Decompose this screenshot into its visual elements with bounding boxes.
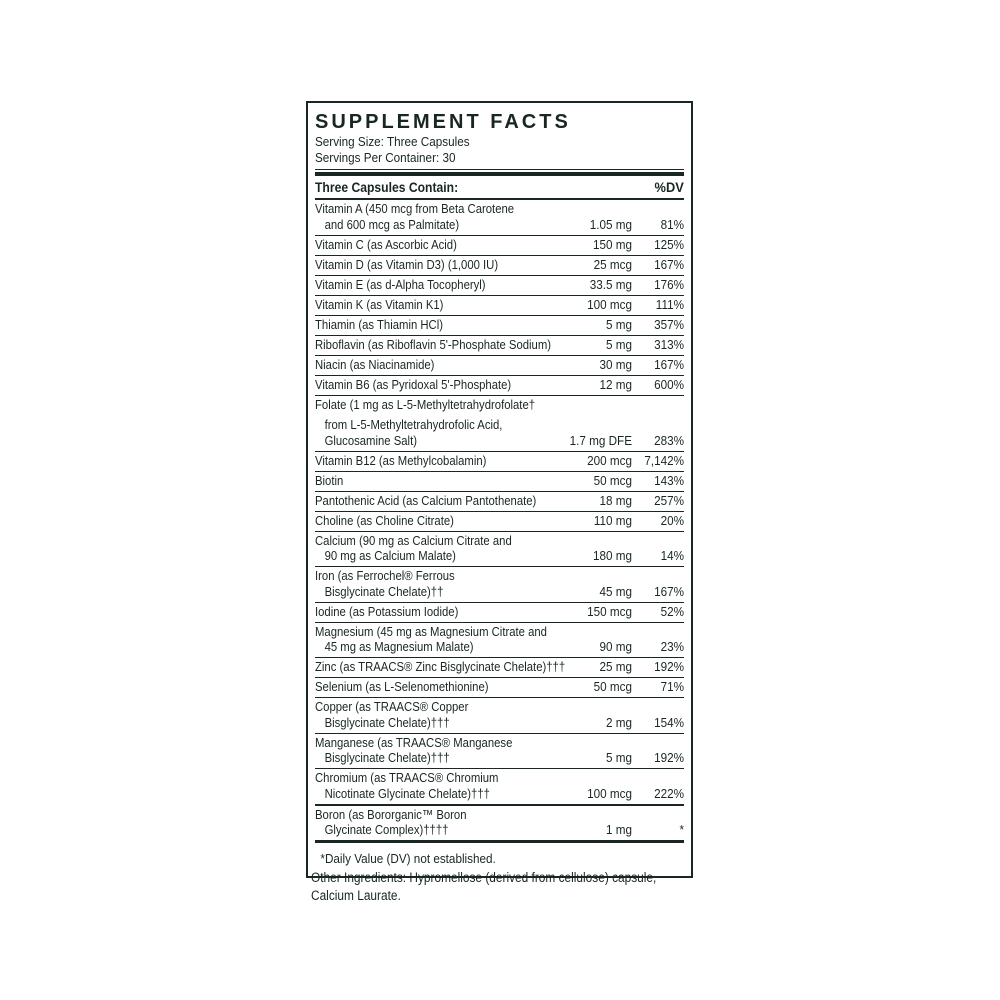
ingredient-dv: 154%: [654, 714, 684, 730]
serving-size: Serving Size: Three Capsules: [315, 134, 470, 149]
table-row: [315, 355, 684, 375]
ingredient-dv: 257%: [654, 492, 684, 508]
ingredient-name-line: Bisglycinate Chelate)†††: [324, 714, 450, 730]
ingredient-name-line: Pantothenic Acid (as Calcium Pantothenate): [315, 492, 537, 508]
table-header: [315, 176, 684, 200]
ingredient-name: [315, 376, 512, 393]
ingredient-dv: 222%: [654, 785, 684, 801]
servings-per-container: Servings Per Container: 30: [315, 150, 456, 165]
ingredient-name: [315, 734, 513, 766]
ingredient-name: [315, 492, 537, 509]
ingredient-amount: 100 mcg: [587, 785, 632, 801]
table-row: [315, 255, 684, 275]
ingredient-dv: 167%: [654, 356, 684, 372]
ingredient-name: [315, 659, 566, 675]
ingredient-amount: 5 mg: [605, 336, 632, 352]
ingredient-name-line: 45 mg as Magnesium Malate): [324, 639, 474, 654]
ingredient-name-line: Calcium (90 mg as Calcium Citrate and: [315, 532, 512, 548]
ingredient-name: [315, 297, 508, 313]
ingredient-name: [315, 317, 508, 333]
ingredient-name-line: Vitamin E (as d-Alpha Tocopheryl): [315, 276, 486, 292]
ingredient-dv: 283%: [654, 432, 684, 448]
ingredient-name: [315, 473, 508, 489]
ingredient-dv: 167%: [654, 256, 684, 272]
ingredient-amount: 33.5 mg: [589, 276, 632, 292]
ingredient-dv: 313%: [654, 336, 684, 352]
ingredient-dv: *: [679, 822, 684, 837]
ingredient-name: [315, 604, 508, 620]
ingredient-name-line: Iron (as Ferrochel® Ferrous: [315, 568, 455, 583]
table-row: [315, 200, 684, 235]
ingredient-name-line: Copper (as TRAACS® Copper: [315, 699, 469, 714]
ingredient-amount: 50 mcg: [593, 679, 632, 694]
ingredient-rows: [315, 200, 684, 840]
table-row: [315, 677, 684, 697]
ingredient-amount: 12 mg: [599, 376, 632, 392]
ingredient-name-line: Vitamin A (450 mcg from Beta Carotene: [315, 201, 515, 216]
ingredient-amount: 2 mg: [605, 714, 632, 730]
ingredient-name: [315, 679, 508, 695]
ingredient-dv: 23%: [660, 639, 684, 654]
table-row: [315, 622, 684, 658]
ingredient-name-line: Vitamin B6 (as Pyridoxal 5'-Phosphate): [315, 376, 512, 392]
ingredient-name: [315, 357, 508, 373]
ingredient-dv: 71%: [660, 679, 684, 694]
ingredient-dv: 600%: [654, 376, 684, 392]
table-row: [315, 566, 684, 602]
column-header-ingredients: Three Capsules Contain:: [315, 180, 459, 195]
ingredient-amount: 45 mg: [599, 583, 632, 599]
ingredient-name-line: Chromium (as TRAACS® Chromium: [315, 770, 499, 785]
ingredient-amount: 5 mg: [605, 316, 632, 332]
table-row: [315, 451, 684, 471]
ingredient-name: [315, 336, 552, 353]
ingredient-name-line: 90 mg as Calcium Malate): [324, 548, 456, 563]
ingredient-name: [315, 623, 547, 655]
ingredient-name-line: Glucosamine Salt): [324, 432, 417, 448]
ingredient-amount: 5 mg: [605, 750, 632, 765]
table-row: [315, 335, 684, 355]
ingredient-amount: 25 mg: [599, 659, 632, 674]
ingredient-name-line: Vitamin B12 (as Methylcobalamin): [315, 452, 487, 468]
ingredient-name-line: Manganese (as TRAACS® Manganese: [315, 734, 513, 750]
ingredient-dv: 192%: [654, 659, 684, 674]
ingredient-name-line: Thiamin (as Thiamin HCl): [315, 316, 444, 332]
ingredient-name: [315, 513, 508, 529]
panel-title: SUPPLEMENT FACTS: [315, 111, 571, 133]
ingredient-name: [315, 257, 508, 273]
ingredient-name: [315, 453, 508, 469]
table-row: [315, 602, 684, 622]
ingredient-amount: 200 mcg: [587, 452, 632, 468]
ingredient-name-line: Bisglycinate Chelate)†††: [324, 750, 450, 765]
ingredient-name-line: and 600 mcg as Palmitate): [324, 216, 460, 232]
ingredient-amount: 150 mcg: [587, 603, 632, 619]
supplement-facts-panel: [306, 101, 693, 878]
ingredient-dv: 167%: [654, 583, 684, 599]
table-row: [315, 375, 684, 395]
ingredient-dv: 192%: [654, 750, 684, 765]
ingredient-name: [315, 699, 508, 730]
table-row: [315, 733, 684, 769]
other-ingredients-line: Calcium Laurate.: [311, 888, 401, 903]
ingredient-dv: 176%: [654, 276, 684, 292]
ingredient-name: [315, 201, 515, 232]
table-row: [315, 768, 684, 804]
table-row: [315, 315, 684, 335]
ingredient-dv: 7,142%: [644, 452, 684, 468]
ingredient-name-line: Vitamin C (as Ascorbic Acid): [315, 236, 457, 252]
table-row: [315, 295, 684, 315]
ingredient-name-line: Folate (1 mg as L-5-Methyltetrahydrofolate†: [315, 396, 536, 412]
ingredient-name-line: Niacin (as Niacinamide): [315, 356, 435, 372]
column-header-dv: %DV: [654, 180, 684, 195]
table-row: [315, 697, 684, 733]
ingredient-dv: 125%: [654, 236, 684, 252]
ingredient-name-line: Boron (as Bororganic™ Boron: [315, 806, 467, 822]
ingredient-amount: 1.05 mg: [589, 216, 632, 232]
ingredient-name-line: Vitamin D (as Vitamin D3) (1,000 IU): [315, 256, 499, 272]
table-row: [315, 275, 684, 295]
ingredient-amount: 50 mcg: [593, 472, 632, 488]
ingredient-amount: 180 mg: [592, 548, 632, 563]
ingredient-name: [315, 770, 508, 801]
ingredient-name-line: Bisglycinate Chelate)††: [324, 583, 444, 599]
table-row: [315, 235, 684, 255]
ingredient-dv: 143%: [654, 472, 684, 488]
ingredient-dv: 357%: [654, 316, 684, 332]
ingredient-amount: 110 mg: [593, 512, 632, 528]
table-row: [315, 471, 684, 491]
ingredient-dv: 20%: [660, 512, 684, 528]
other-ingredients: [311, 869, 703, 905]
ingredient-name-line: Vitamin K (as Vitamin K1): [315, 296, 444, 312]
ingredient-name-line: Zinc (as TRAACS® Zinc Bisglycinate Chelate)†††: [315, 659, 566, 674]
table-row: [315, 531, 684, 567]
ingredient-amount: 90 mg: [599, 639, 632, 654]
ingredient-name-line: Selenium (as L-Selenomethionine): [315, 679, 489, 694]
ingredient-amount: 18 mg: [599, 492, 632, 508]
table-row: [315, 511, 684, 531]
ingredient-dv: 111%: [655, 296, 684, 312]
ingredient-name-line: Magnesium (45 mg as Magnesium Citrate and: [315, 623, 547, 639]
ingredient-name-line: Riboflavin (as Riboflavin 5'-Phosphate Sodium): [315, 336, 552, 352]
ingredient-name-line: from L-5-Methyltetrahydrofolic Acid,: [324, 417, 503, 432]
table-row: [315, 657, 684, 677]
ingredient-name-line: Iodine (as Potassium Iodide): [315, 603, 459, 619]
ingredient-dv: 81%: [660, 216, 684, 232]
ingredient-amount: 1 mg: [605, 822, 632, 837]
ingredient-name: [315, 568, 508, 599]
ingredient-name: [315, 396, 536, 449]
ingredient-amount: 1.7 mg DFE: [569, 432, 632, 448]
ingredient-name-line: Glycinate Complex)††††: [324, 822, 449, 837]
ingredient-name-line: Nicotinate Glycinate Chelate)†††: [324, 785, 490, 801]
ingredient-name-line: Biotin: [315, 472, 344, 488]
ingredient-amount: 150 mg: [592, 236, 632, 252]
ingredient-amount: 100 mcg: [587, 296, 632, 312]
table-row: [315, 395, 684, 451]
other-ingredients-line: Other Ingredients: Hypromellose (derived from cellulose) capsule,: [311, 870, 657, 885]
ingredient-amount: 25 mcg: [593, 256, 632, 272]
ingredient-name-line: Choline (as Choline Citrate): [315, 512, 454, 528]
ingredient-name: [315, 237, 508, 253]
table-row: [315, 491, 684, 511]
footnote: *Daily Value (DV) not established.: [320, 851, 496, 866]
table-row: [315, 804, 684, 841]
ingredient-name: [315, 807, 508, 838]
ingredient-name: [315, 277, 508, 293]
ingredient-amount: 30 mg: [599, 356, 632, 372]
ingredient-name: [315, 532, 512, 564]
thin-divider: [315, 169, 684, 170]
ingredient-dv: 14%: [660, 548, 684, 563]
ingredient-dv: 52%: [660, 603, 684, 619]
